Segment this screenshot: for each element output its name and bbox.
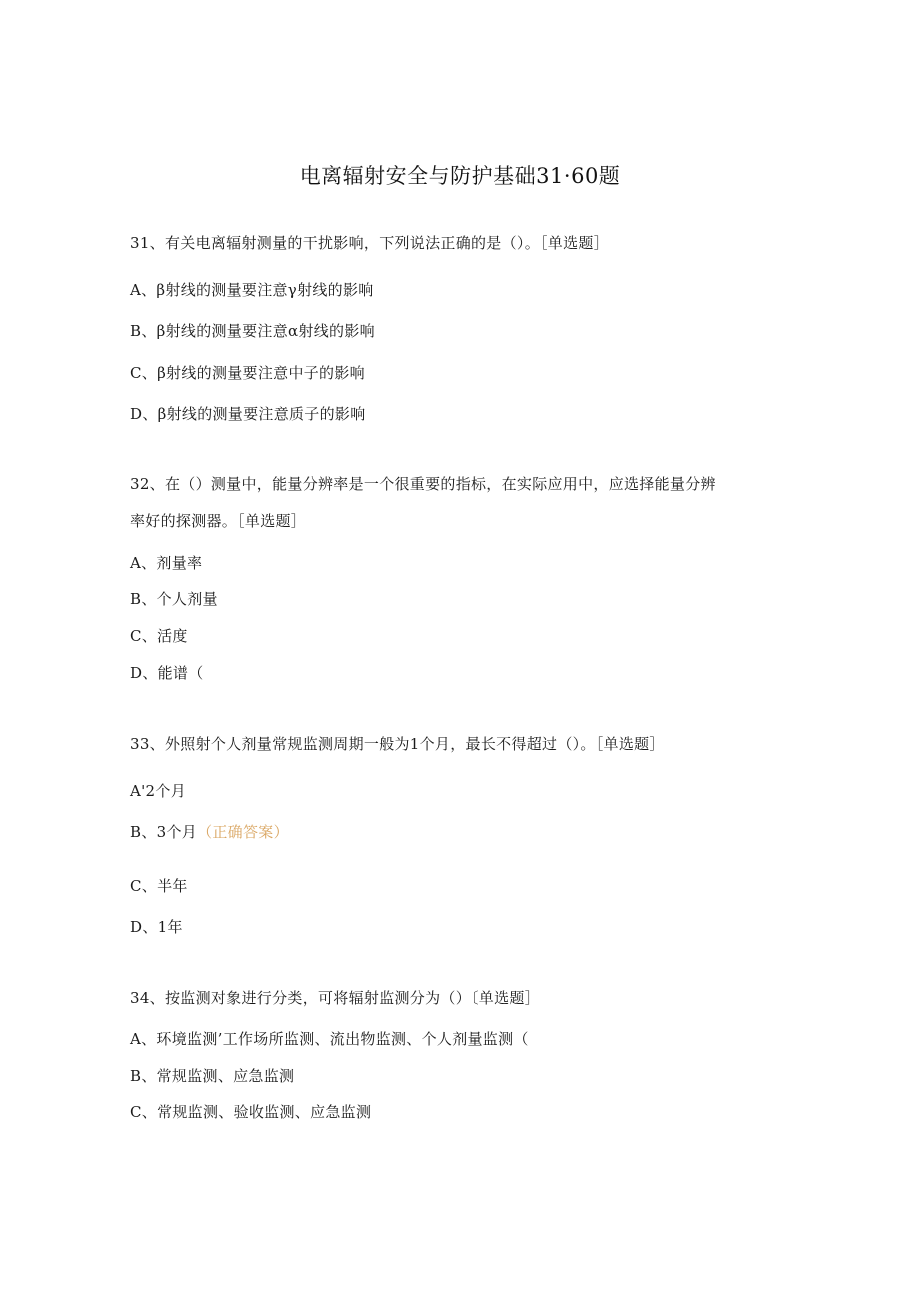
question-34-option-c: C、常规监测、验收监测、应急监测 [130,1103,372,1121]
question-33-option-b-row [130,821,289,842]
question-33-option-d: D、1年 [130,918,183,936]
question-34-stem: 34、按监测对象进行分类，可将辐射监测分为（）〔单选题］ [130,989,540,1007]
question-33-option-b: B、3个月 [130,823,198,841]
question-32-option-a: A、剂量率 [130,554,203,572]
question-31-stem: 31、有关电离辐射测量的干扰影响，下列说法正确的是（）。［单选题］ [130,234,609,252]
question-33-option-a: A'2个月 [130,782,186,800]
question-31-option-a: A、β射线的测量要注意γ射线的影响 [130,281,374,299]
question-32-option-c: C、活度 [130,627,188,645]
question-32-option-b: B、个人剂量 [130,590,218,608]
document-title: 电离辐射安全与防护基础31·60题 [299,164,621,188]
question-32-stem-line2: 率好的探测器。［单选题］ [130,512,307,530]
question-34-option-a: A、环境监测’工作场所监测、流出物监测、个人剂量监测（ [130,1030,529,1048]
question-31-option-c: C、β射线的测量要注意中子的影响 [130,364,365,382]
question-31-option-b: B、β射线的测量要注意α射线的影响 [130,322,375,340]
question-32-stem-line1: 32、在（）测量中，能量分辨率是一个很重要的指标，在实际应用中，应选择能量分辨 [130,475,716,493]
question-33-option-c: C、半年 [130,877,188,895]
question-34-option-b: B、常规监测、应急监测 [130,1067,295,1085]
question-33-stem: 33、外照射个人剂量常规监测周期一般为1个月，最长不得超过（）。［单选题］ [130,735,665,753]
question-32-option-d: D、能谱（ [130,664,204,682]
question-31-option-d: D、β射线的测量要注意质子的影响 [130,405,366,423]
correct-answer-mark: （正确答案） [197,823,289,841]
